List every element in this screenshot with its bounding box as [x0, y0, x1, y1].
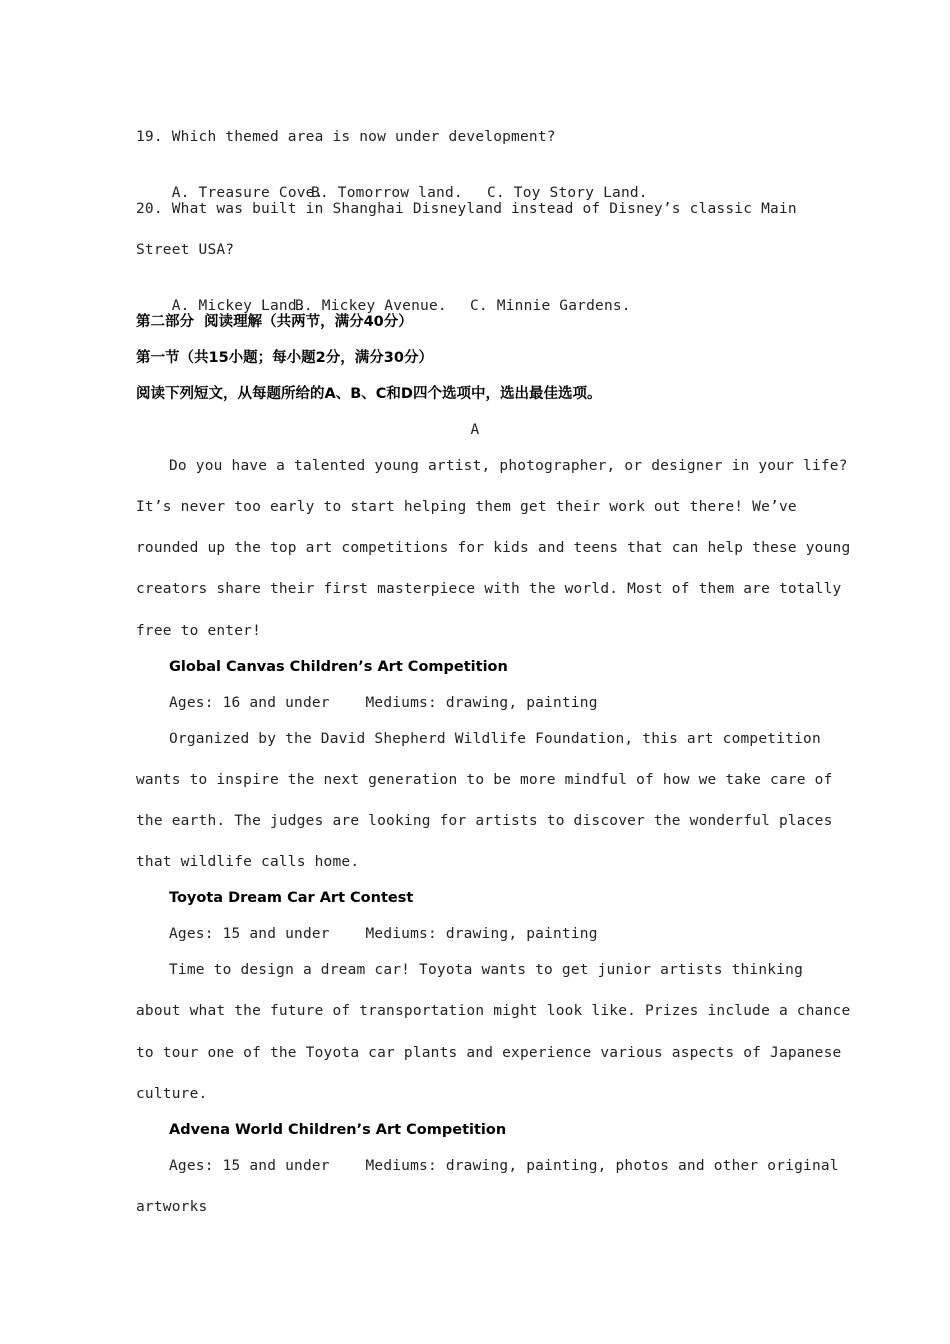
competition-meta: artworks [136, 1199, 208, 1215]
question-20-stem-line-2: Street USA? [136, 242, 235, 258]
competition-desc-line: about what the future of transportation might look like. Prizes include a chance [136, 1003, 851, 1019]
competition-desc-line: culture. [136, 1086, 208, 1102]
competition-desc-line: Time to design a dream car! Toyota wants to get junior artists thinking [169, 962, 804, 978]
competition-desc-line: wants to inspire the next generation to be more mindful of how we take care of [136, 772, 833, 788]
option-b: B. Tomorrow land. [311, 185, 463, 201]
intro-line: rounded up the top art competitions for kids and teens that can help these young [136, 540, 851, 556]
competition-title: Global Canvas Children’s Art Competition [169, 659, 508, 675]
option-a: A. Mickey Land. [171, 298, 306, 314]
competition-desc-line: that wildlife calls home. [136, 854, 360, 870]
competition-meta: Ages: 16 and under Mediums: drawing, painting [169, 695, 598, 711]
competition-desc-line: to tour one of the Toyota car plants and experience various aspects of Japanese [136, 1045, 842, 1061]
competition-title: Advena World Children’s Art Competition [169, 1122, 507, 1138]
competition-desc-line: Organized by the David Shepherd Wildlife Foundation, this art competition [169, 731, 821, 747]
passage-letter: A [470, 422, 480, 438]
option-b: B. Mickey Avenue. [295, 298, 447, 314]
intro-line: creators share their first masterpiece with the world. Most of them are totally [136, 581, 842, 597]
option-c: C. Toy Story Land. [487, 185, 648, 201]
competition-title: Toyota Dream Car Art Contest [169, 890, 414, 906]
instructions: 阅读下列短文，从每题所给的A、B、C和D四个选项中，选出最佳选项。 [136, 386, 602, 402]
competition-meta: Ages: 15 and under Mediums: drawing, painting [169, 926, 598, 942]
option-a: A. Treasure Cove. [171, 185, 324, 201]
question-19-stem: 19. Which themed area is now under development? [136, 129, 556, 145]
competition-desc-line: the earth. The judges are looking for artists to discover the wonderful places [136, 813, 833, 829]
part-2-heading: 第二部分 阅读理解（共两节，满分40分） [136, 314, 413, 330]
intro-line: Do you have a talented young artist, photographer, or designer in your life? [169, 458, 848, 474]
section-1-heading: 第一节（共15小题；每小题2分，满分30分） [136, 350, 433, 366]
intro-line: free to enter! [136, 623, 262, 639]
question-20-stem-line-1: 20. What was built in Shanghai Disneyland instead of Disney’s classic Main [136, 201, 797, 217]
competition-meta: Ages: 15 and under Mediums: drawing, painting, photos and other original [169, 1158, 839, 1174]
option-c: C. Minnie Gardens. [470, 298, 631, 314]
intro-line: It’s never too early to start helping them get their work out there! We’ve [136, 499, 797, 515]
